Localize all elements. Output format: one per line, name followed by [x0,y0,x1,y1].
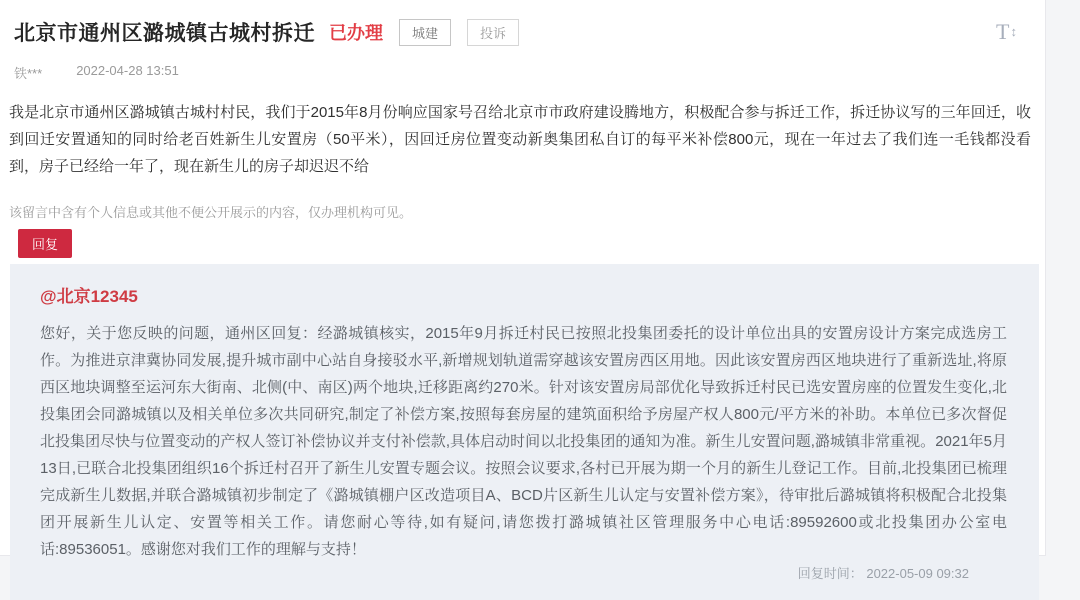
reply-agency: @北京12345 [40,287,138,306]
reply-time-label: 回复时间： [797,566,863,581]
privacy-notice: 该留言中含有个人信息或其他不便公开展示的内容，仅办理机构可见。 [9,205,413,220]
reply-button[interactable]: 回复 [18,229,72,258]
message-meta [14,63,1045,82]
page-title: 北京市通州区潞城镇古城村拆迁 [14,22,315,45]
reply-time-value: 2022-05-09 09:32 [866,566,969,581]
font-size-icon[interactable] [996,21,1017,43]
font-size-arrow-icon: ↕ [1010,24,1017,39]
message-header [14,17,1017,47]
reply-time-row [40,563,1007,588]
reply-panel [10,264,1039,600]
message-body: 我是北京市通州区潞城镇古城村村民，我们于2015年8月份响应国家号召给北京市市政府建设腾地方，积极配合参与拆迁工作，拆迁协议写的三年回迁，收到回迁安置通知的同时给老百姓新生儿安置房（50平米），因回迁房位置变动新奥集团私自订的每平米补偿800元，现在一年过去了我们连一毛钱都没看到，房子已经给一年了，现在新生儿的房子却迟迟不给 [9,104,1031,175]
post-timestamp: 2022-04-28 13:51 [76,63,179,78]
reply-content: 您好，关于您反映的问题，通州区回复：经潞城镇核实，2015年9月拆迁村民已按照北投集团委托的设计单位出具的安置房设计方案完成选房工作。为推进京津冀协同发展,提升城市副中心站自身接驳水平,新增规划轨道需穿越该安置房西区用地。因此该安置房西区地块进行了重新选址,将原西区地块调整至运河东大街南、北侧(中、南区)两个地块,迁移距离约270米。针对该安置房局部优化导致拆迁村民已选安置房座的位置发生变化,北投集团会同潞城镇以及相关单位多次共同研究,制定了补偿方案,按照每套房屋的建筑面积给予房屋产权人800元/平方米的补助。本单位已多次督促北投集团尽快与位置变动的产权人签订补偿协议并支付补偿款,具体启动时间以北投集团的通知为准。新生儿安置问题,潞城镇非常重视。2021年5月13日,已联合北投集团组织16个拆迁村召开了新生儿安置专题会议。按照会议要求,各村已开展为期一个月的新生儿登记工作。目前,北投集团已梳理完成新生儿数据,并联合潞城镇初步制定了《潞城镇棚户区改造项目A、BCD片区新生儿认定与安置补偿方案》，待审批后潞城镇将积极配合北投集团开展新生儿认定、安置等相关工作。请您耐心等待,如有疑问,请您拨打潞城镇社区管理服务中心电话:89592600或北投集团办公室电话:89536051。感谢您对我们工作的理解与支持！ [40,325,1007,558]
author-name: 铁*** [14,66,43,81]
status-badge: 已办理 [329,23,383,43]
font-size-glyph: T [996,19,1010,44]
tag-type: 投诉 [467,19,519,46]
tag-category: 城建 [399,19,451,46]
